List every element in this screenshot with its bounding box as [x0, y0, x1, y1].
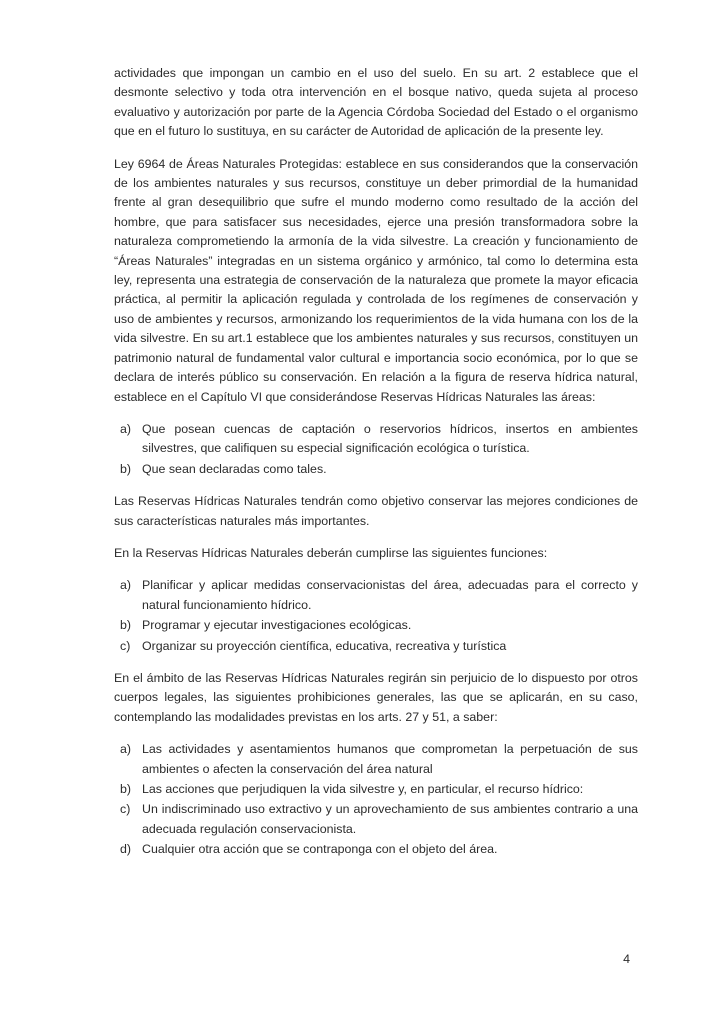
- list-marker: a): [120, 742, 132, 757]
- paragraph-reserve-functions-intro: En la Reservas Hídricas Naturales deberán cumplirse las siguientes funciones:: [114, 545, 548, 560]
- list-item: [114, 800, 638, 839]
- list-item-text: Programar y ejecutar investigaciones ecológicas.: [142, 618, 412, 633]
- list-marker: d): [120, 842, 132, 857]
- paragraph-forest-law-continuation: actividades que impongan un cambio en el uso del suelo. En su art. 2 establece que el desmonte selectivo y toda otra intervención en el bosque nativo, queda sujeta al proceso evaluativo y autorización por parte de la Agencia Córdoba Sociedad del Estado o el organismo que en el futuro lo sustituya, en su carácter de Autoridad de aplicación de la presente ley.: [114, 66, 638, 139]
- list-item-text: Que posean cuencas de captación o reservorios hídricos, insertos en ambientes silvestres, que califiquen su especial significación ecológica o turística.: [142, 421, 638, 456]
- paragraph-law-6964: Ley 6964 de Áreas Naturales Protegidas: establece en sus considerandos que la conservación de los ambientes naturales y sus recursos, constituye un deber primordial de la humanidad frente al gran desequilibrio que sufre el mundo moderno como resultado de la acción del hombre, que para satisfacer sus necesidades, ejerce una presión transformadora sobre la naturaleza comprometiendo la armonía de la vida silvestre. La creación y funcionamiento de “Áreas Naturales” integradas en un sistema orgánico y armónico, tal como lo determina esta ley, representa una estrategia de conservación de la naturaleza que promete la mayor eficacia práctica, al permitir la aplicación regulada y controlada de los regímenes de conservación y uso de ambientes y recursos, armonizando los requerimientos de la vida humana con los de la vida silvestre. En su art.1 establece que los ambientes naturales y sus recursos, constituyen un patrimonio natural de fundamental valor cultural e importancia socio económica, por lo que se declara de interés público su conservación. En relación a la figura de reserva hídrica natural, establece en el Capítulo VI que considerándose Reservas Hídricas Naturales las áreas:: [114, 156, 638, 404]
- list-item: [114, 576, 638, 615]
- list-marker: a): [120, 421, 132, 436]
- list-item-text: Las actividades y asentamientos humanos que comprometan la perpetuación de sus ambientes o afecten la conservación del área natural: [142, 742, 638, 776]
- list-item: [114, 840, 638, 859]
- list-prohibitions: [114, 740, 638, 859]
- list-item: [114, 616, 638, 635]
- list-marker: b): [120, 782, 132, 796]
- list-item-text: Un indiscriminado uso extractivo y un aprovechamiento de sus ambientes contrario a una adecuada regulación conservacionista.: [142, 802, 638, 836]
- list-marker: b): [120, 461, 132, 476]
- list-marker: a): [120, 578, 132, 593]
- list-item-text: Las acciones que perjudiquen la vida silvestre y, en particular, el recurso hídrico:: [142, 782, 584, 796]
- list-marker: c): [120, 802, 131, 817]
- list-item: [114, 740, 638, 779]
- list-item-text: Organizar su proyección científica, educativa, recreativa y turística: [142, 638, 507, 653]
- list-item-text: Planificar y aplicar medidas conservacionistas del área, adecuadas para el correcto y natural funcionamiento hídrico.: [142, 578, 638, 612]
- page-number: 4: [623, 952, 630, 966]
- list-item: [114, 780, 638, 799]
- list-marker: b): [120, 618, 132, 633]
- list-marker: c): [120, 638, 131, 653]
- paragraph-prohibitions-intro: En el ámbito de las Reservas Hídricas Naturales regirán sin perjuicio de lo dispuesto por otros cuerpos legales, las siguientes prohibiciones generales, las que se aplicarán, en su caso, contemplando las modalidades previstas en los arts. 27 y 51, a saber:: [114, 670, 638, 724]
- list-reserve-functions: [114, 576, 638, 656]
- list-item-text: Que sean declaradas como tales.: [142, 461, 327, 476]
- list-item: [114, 420, 638, 459]
- list-item-text: Cualquier otra acción que se contraponga con el objeto del área.: [142, 842, 498, 857]
- list-item: [114, 637, 638, 656]
- list-item: [114, 460, 638, 479]
- paragraph-reserve-objective: Las Reservas Hídricas Naturales tendrán como objetivo conservar las mejores condiciones de sus características naturales más importantes.: [114, 494, 638, 528]
- list-reserve-criteria: [114, 420, 638, 479]
